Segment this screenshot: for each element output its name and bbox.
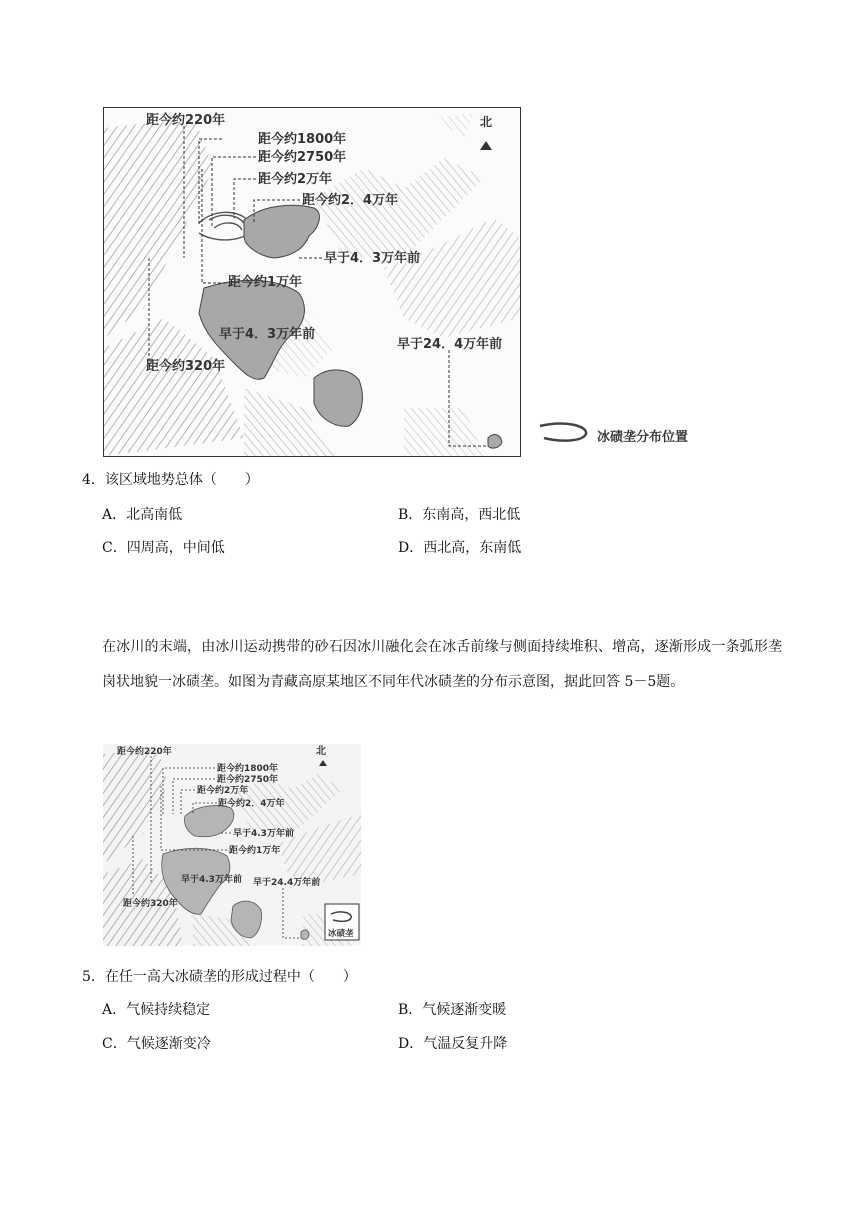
svg-text:北: 北	[316, 746, 326, 757]
label-1w: 距今约1万年	[228, 275, 303, 290]
svg-text:冰碛垄: 冰碛垄	[328, 929, 354, 939]
small-label-320: 距今约320年	[123, 899, 178, 909]
question-5-option-b[interactable]: B．气候逐渐变暖	[398, 1002, 507, 1018]
small-label-1w: 距今约1万年	[229, 846, 281, 856]
deposit-upper	[244, 205, 319, 258]
small-label-1800: 距今约1800年	[217, 764, 279, 774]
small-label-early43-a: 早于4.3万年前	[233, 829, 294, 839]
question-4-option-d[interactable]: D．西北高，东南低	[398, 540, 522, 556]
question-5-option-d[interactable]: D．气温反复升降	[398, 1036, 508, 1052]
small-label-220: 距今约220年	[117, 747, 172, 757]
glacier-map-small	[103, 744, 361, 946]
passage-text: 在冰川的末端，由冰川运动携带的砂石因冰川融化会在冰舌前缘与侧面持续堆积、增高，逐渐形成一条弧形垄岗状地貌一冰碛垄。如图为青藏高原某地区不同年代冰碛垄的分布示意图，据此回答 5－5题。	[102, 639, 782, 690]
label-320: 距今约320年	[146, 359, 226, 374]
label-2w: 距今约2万年	[258, 172, 333, 187]
question-4-option-b[interactable]: B．东南高，西北低	[398, 507, 521, 523]
question-5-option-c[interactable]: C．气候逐渐变冷	[102, 1036, 211, 1052]
small-legend	[325, 904, 359, 940]
label-2750: 距今约2750年	[258, 150, 347, 165]
question-4-stem: 4．该区域地势总体（ ）	[82, 472, 259, 488]
small-label-24w: 距今约2．4万年	[218, 799, 285, 809]
label-1800: 距今约1800年	[258, 132, 347, 147]
question-5-option-a[interactable]: A．气候持续稳定	[102, 1002, 211, 1018]
label-early43-b: 早于4．3万年前	[219, 327, 316, 342]
svg-text:北: 北	[480, 115, 493, 129]
small-deposit-upper	[184, 806, 233, 837]
question-4-option-a[interactable]: A．北高南低	[102, 507, 183, 523]
label-early43-a: 早于4．3万年前	[324, 251, 421, 266]
small-label-2750: 距今约2750年	[217, 775, 279, 785]
deposit-southeast	[314, 370, 362, 426]
small-label-early43-b: 早于4.3万年前	[181, 875, 242, 885]
question-4-option-c[interactable]: C．四周高，中间低	[102, 540, 225, 556]
question-5-stem: 5．在任一高大冰碛垄的形成过程中（ ）	[82, 969, 357, 985]
label-early244: 早于24．4万年前	[397, 337, 503, 352]
label-24w: 距今约2．4万年	[302, 193, 399, 208]
north-arrow	[480, 115, 492, 150]
small-label-early244: 早于24.4万年前	[253, 878, 321, 888]
glacier-map-large	[103, 107, 521, 457]
deposit-tiny	[488, 435, 502, 449]
label-220: 距今约220年	[146, 113, 226, 128]
legend-label: 冰碛垄分布位置	[597, 430, 689, 445]
small-label-2w: 距今约2万年	[197, 786, 249, 796]
moraine-legend-icon	[536, 420, 592, 446]
